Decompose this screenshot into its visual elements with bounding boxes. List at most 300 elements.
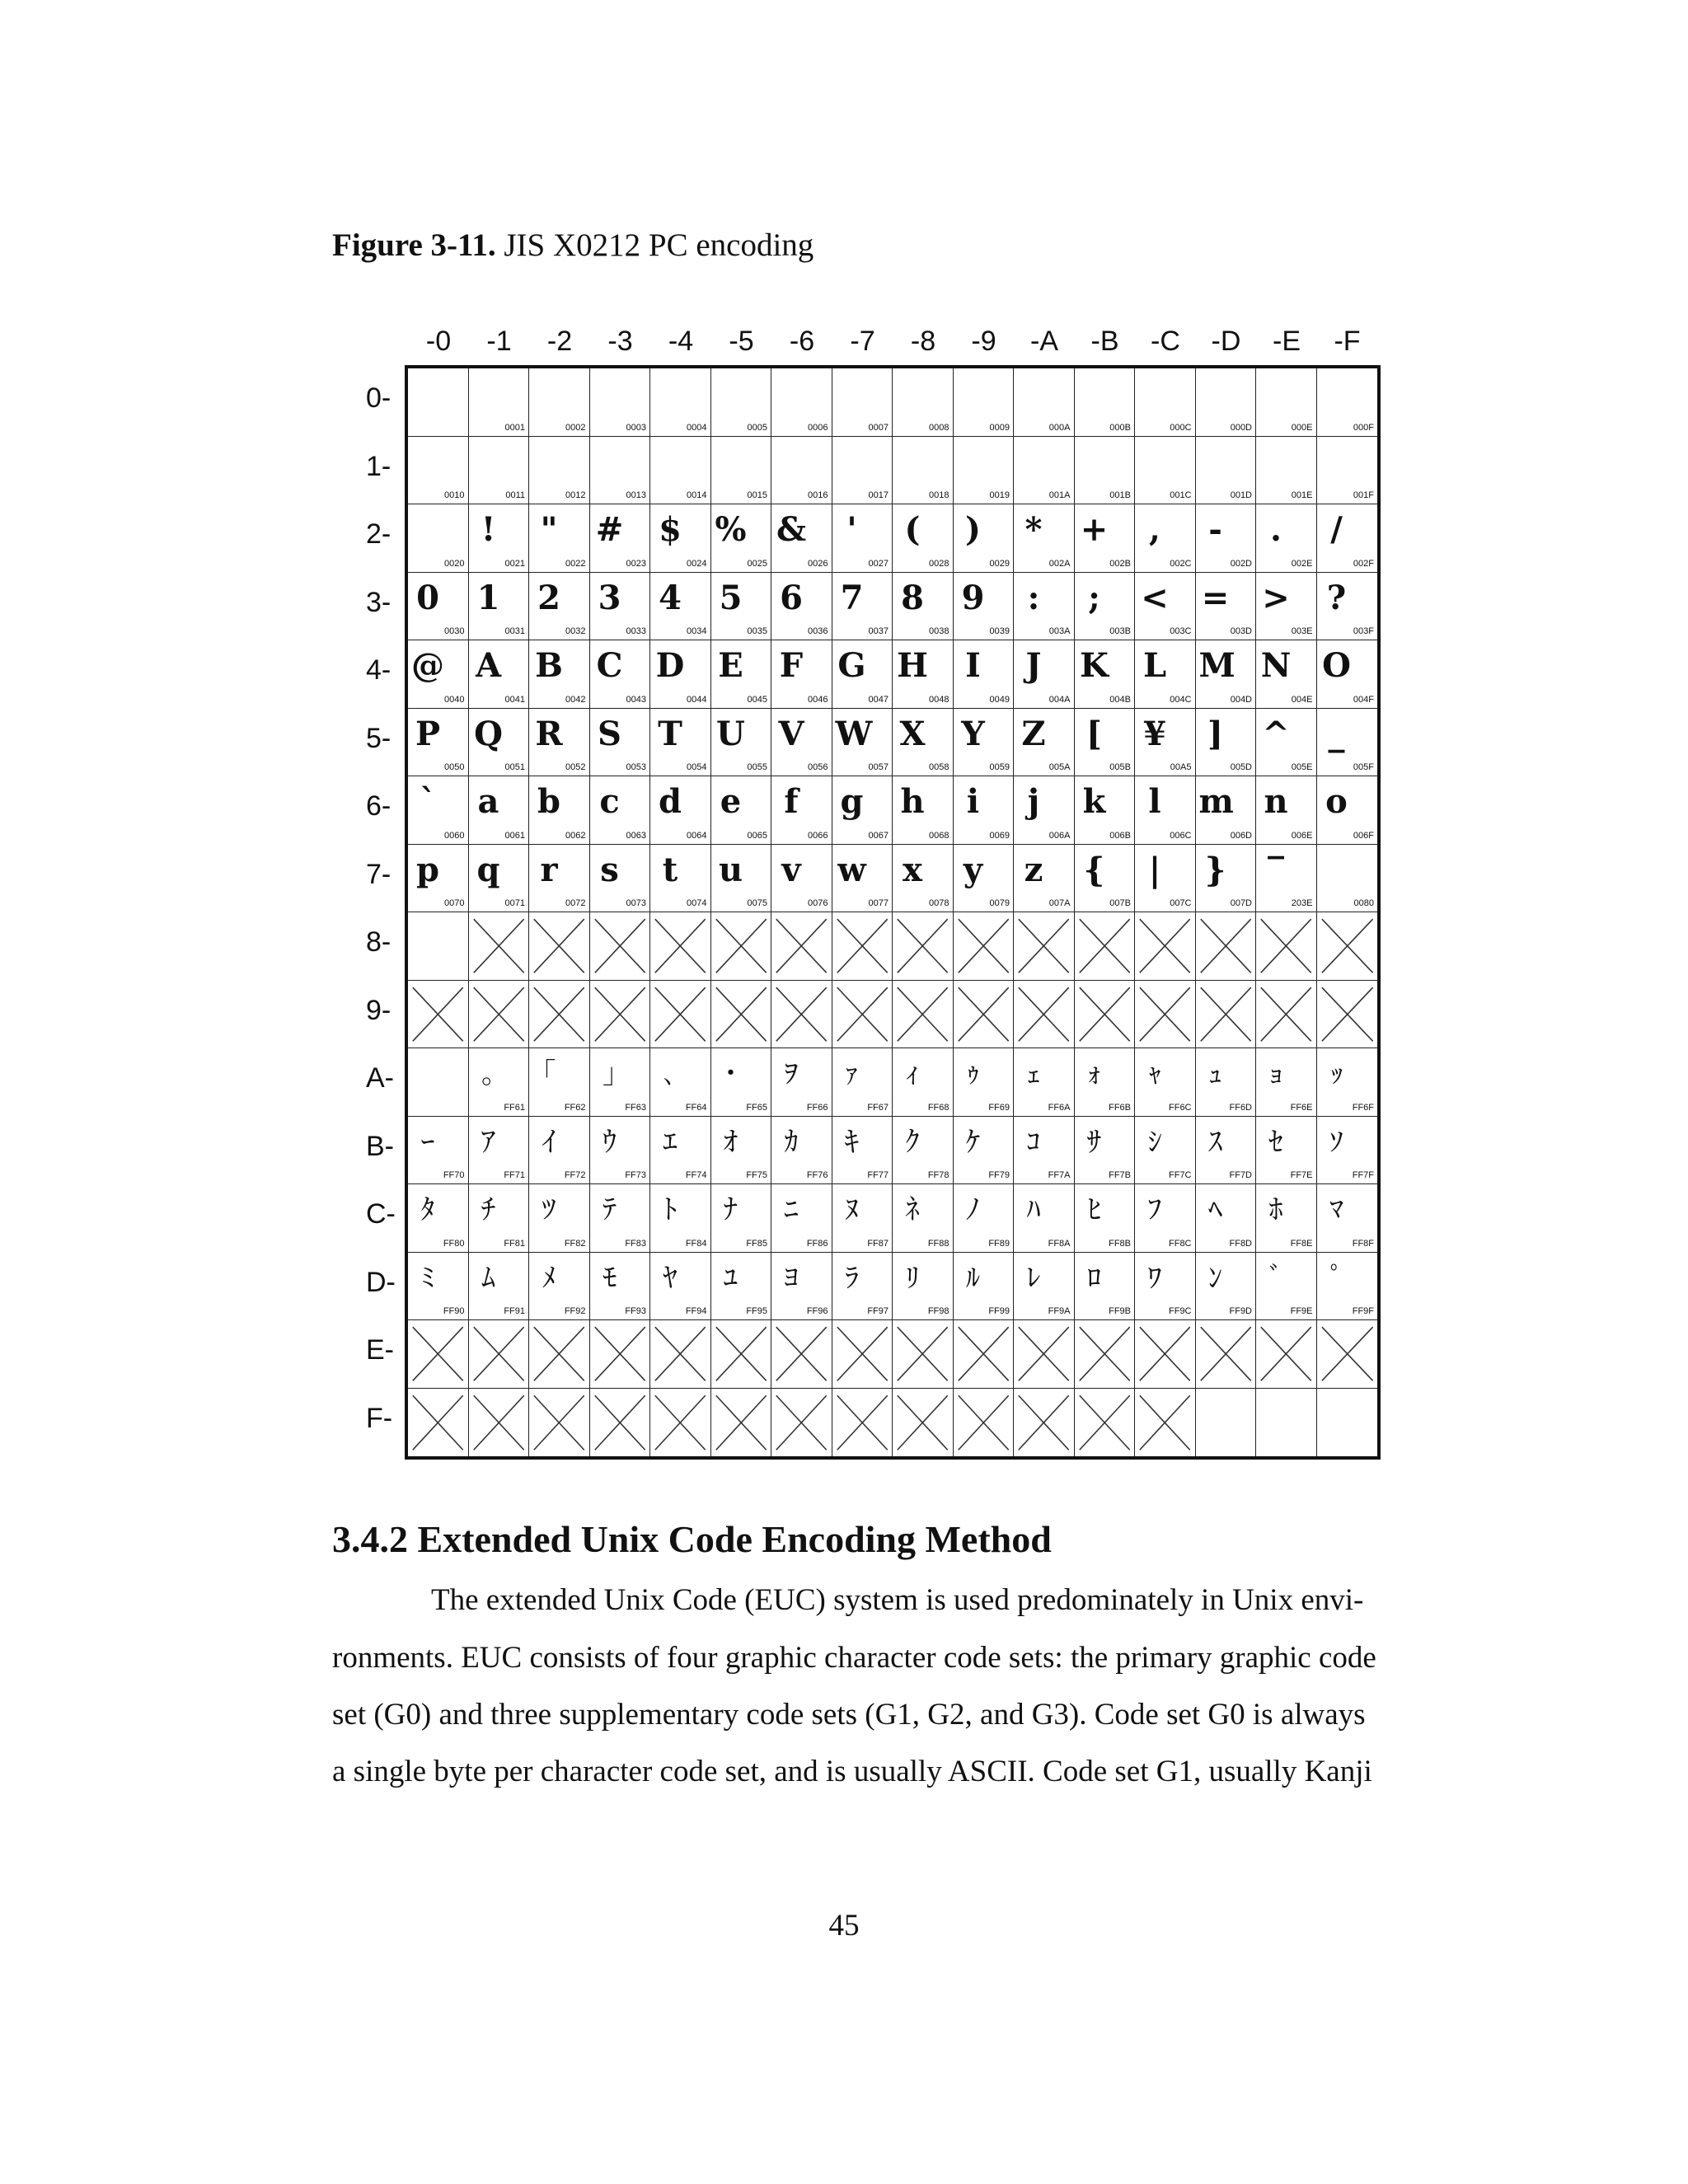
code-point-label: 0059	[989, 762, 1010, 772]
code-cell	[1256, 1184, 1317, 1253]
row-header: 6-	[366, 790, 392, 822]
character-glyph: c	[599, 782, 620, 821]
cross-mark-icon	[1196, 912, 1256, 980]
character-glyph: ﾓ	[603, 1261, 617, 1295]
cross-mark-icon	[1196, 1320, 1256, 1388]
code-cell	[408, 709, 469, 777]
code-cell	[1256, 573, 1317, 641]
code-cell	[408, 640, 469, 709]
code-cell	[590, 1184, 651, 1253]
unassigned-cell	[590, 1389, 651, 1457]
code-point-label: FF95	[746, 1306, 767, 1316]
code-cell	[954, 776, 1015, 845]
unassigned-cell	[1075, 912, 1136, 981]
character-glyph: ｲ	[542, 1125, 556, 1159]
code-point-label: FF88	[927, 1238, 950, 1249]
unassigned-cell	[1196, 1320, 1257, 1389]
unassigned-cell	[954, 912, 1015, 981]
code-point-label: FF62	[564, 1102, 586, 1113]
character-glyph: ﾝ	[1208, 1261, 1222, 1295]
column-header: -A	[1030, 326, 1058, 357]
character-glyph: S	[598, 714, 621, 753]
code-point-label: FF68	[927, 1102, 950, 1113]
figure-label: Figure 3-11.	[332, 227, 496, 263]
code-point-label: 001E	[1291, 490, 1313, 500]
code-point-label: 007A	[1048, 898, 1071, 908]
code-point-label: 0042	[565, 694, 586, 705]
cross-mark-icon	[650, 912, 710, 980]
unassigned-cell	[590, 1320, 651, 1389]
character-glyph: ﾆ	[784, 1193, 799, 1226]
code-cell	[469, 845, 530, 913]
code-point-label: 003D	[1230, 626, 1252, 636]
code-cell	[1196, 709, 1257, 777]
character-glyph: ﾀ	[420, 1193, 435, 1226]
character-glyph: x	[903, 850, 922, 889]
code-cell	[832, 776, 893, 845]
code-point-label: 0066	[808, 830, 828, 841]
code-cell	[893, 1253, 954, 1321]
character-glyph: ﾒ	[542, 1261, 556, 1295]
code-point-label: 0075	[747, 898, 767, 908]
character-glyph: D	[655, 646, 685, 685]
character-glyph: m	[1198, 782, 1234, 821]
unassigned-cell	[711, 1320, 772, 1389]
code-cell	[832, 1117, 893, 1185]
cross-mark-icon	[954, 1320, 1014, 1388]
code-point-label: FF92	[564, 1306, 586, 1316]
code-point-label: 006A	[1048, 830, 1071, 841]
character-glyph: #	[595, 510, 624, 549]
character-glyph: %	[715, 510, 747, 549]
unassigned-cell	[469, 981, 530, 1049]
character-glyph: ;	[1088, 578, 1100, 617]
cross-mark-icon	[408, 981, 468, 1048]
cross-mark-icon	[893, 1389, 953, 1457]
cross-mark-icon	[1135, 912, 1195, 980]
code-cell	[832, 573, 893, 641]
cross-mark-icon	[529, 1320, 589, 1388]
character-glyph: ﾐ	[420, 1261, 435, 1295]
code-cell	[529, 1117, 590, 1185]
code-cell	[469, 437, 530, 505]
row-header: 2-	[366, 518, 392, 550]
unassigned-cell	[1256, 1320, 1317, 1389]
character-glyph: ｻ	[1087, 1125, 1101, 1159]
code-point-label: FF84	[685, 1238, 707, 1249]
unassigned-cell	[1014, 1320, 1075, 1389]
cross-mark-icon	[832, 1320, 893, 1388]
code-point-label: 0006	[808, 422, 828, 433]
code-point-label: FF81	[504, 1238, 525, 1249]
code-point-label: 001F	[1353, 490, 1374, 500]
cross-mark-icon	[590, 1389, 650, 1457]
character-glyph: ﾖ	[784, 1261, 799, 1295]
encoding-table-figure	[354, 272, 1397, 1483]
code-point-label: 0014	[687, 490, 707, 500]
unassigned-cell	[832, 912, 893, 981]
row-header: 1-	[366, 450, 392, 482]
code-point-label: FF73	[625, 1170, 646, 1180]
code-point-label: 0019	[989, 490, 1010, 500]
character-glyph: ｩ	[966, 1057, 980, 1090]
code-cell	[529, 640, 590, 709]
code-point-label: FF9C	[1169, 1306, 1192, 1316]
code-point-label: 0016	[808, 490, 828, 500]
code-point-label: 0023	[626, 558, 646, 569]
code-cell	[529, 504, 590, 573]
character-glyph: K	[1080, 646, 1109, 685]
character-glyph: <	[1141, 578, 1169, 617]
code-point-label: 001D	[1230, 490, 1252, 500]
code-cell	[1075, 573, 1136, 641]
character-glyph: f	[784, 782, 799, 821]
code-cell	[711, 845, 772, 913]
code-point-label: 004F	[1353, 694, 1374, 705]
code-cell	[590, 573, 651, 641]
character-glyph: ^	[1262, 714, 1290, 753]
code-point-label: 0002	[565, 422, 586, 433]
character-glyph: 7	[840, 578, 864, 617]
character-glyph: ･	[724, 1057, 738, 1090]
character-glyph: u	[718, 850, 743, 889]
code-point-label: 0074	[687, 898, 707, 908]
code-point-label: FF64	[685, 1102, 707, 1113]
code-point-label: 0051	[504, 762, 525, 772]
code-point-label: 0043	[626, 694, 646, 705]
code-point-label: 002A	[1048, 558, 1071, 569]
code-cell	[1135, 1184, 1196, 1253]
code-cell	[408, 437, 469, 505]
code-point-label: FF9B	[1109, 1306, 1131, 1316]
character-glyph: ｴ	[663, 1125, 678, 1159]
character-glyph: ﾌ	[1147, 1193, 1162, 1226]
unassigned-cell	[893, 912, 954, 981]
code-point-label: 006F	[1353, 830, 1374, 841]
row-header: F-	[366, 1402, 393, 1434]
code-cell	[469, 1253, 530, 1321]
code-point-label: 0050	[444, 762, 465, 772]
character-glyph: ｿ	[1329, 1125, 1343, 1159]
code-point-label: 0012	[565, 490, 586, 500]
character-glyph: )	[965, 510, 981, 549]
cross-mark-icon	[1014, 912, 1074, 980]
unassigned-cell	[1196, 912, 1257, 981]
code-cell	[893, 845, 954, 913]
character-glyph: ｳ	[603, 1125, 617, 1159]
code-point-label: 0080	[1353, 898, 1374, 908]
code-cell	[711, 368, 772, 437]
code-point-label: 0034	[687, 626, 707, 636]
row-header: 9-	[366, 994, 392, 1026]
code-point-label: 003F	[1353, 626, 1374, 636]
character-glyph: I	[965, 646, 981, 685]
unassigned-cell	[1075, 1320, 1136, 1389]
code-point-label: 0078	[929, 898, 950, 908]
code-point-label: 000C	[1170, 422, 1192, 433]
character-glyph: ﾔ	[663, 1261, 678, 1295]
code-cell	[1135, 1253, 1196, 1321]
row-header: 0-	[366, 382, 392, 414]
character-glyph: ]	[1207, 714, 1223, 753]
code-point-label: 0063	[626, 830, 646, 841]
code-point-label: 0060	[444, 830, 465, 841]
code-point-label: FF6C	[1169, 1102, 1192, 1113]
character-glyph: ｧ	[845, 1057, 859, 1090]
cross-mark-icon	[1317, 1320, 1378, 1388]
code-cell	[1014, 776, 1075, 845]
cross-mark-icon	[650, 981, 710, 1048]
code-cell	[469, 709, 530, 777]
unassigned-cell	[1256, 912, 1317, 981]
code-point-label: 004D	[1230, 694, 1252, 705]
unassigned-cell	[711, 981, 772, 1049]
cross-mark-icon	[1014, 1389, 1074, 1457]
code-cell	[1256, 640, 1317, 709]
cross-mark-icon	[529, 912, 589, 980]
unassigned-cell	[711, 912, 772, 981]
code-cell	[954, 709, 1015, 777]
character-glyph: .	[1270, 510, 1282, 549]
code-cell	[893, 1184, 954, 1253]
cross-mark-icon	[1075, 1320, 1135, 1388]
code-point-label: 0018	[929, 490, 950, 500]
cross-mark-icon	[832, 1389, 893, 1457]
column-header: -4	[668, 326, 694, 357]
code-cell	[1317, 1048, 1378, 1117]
code-cell	[650, 1184, 711, 1253]
code-point-label: 0028	[929, 558, 950, 569]
code-cell	[832, 709, 893, 777]
code-point-label: 006D	[1230, 830, 1252, 841]
code-cell	[1256, 776, 1317, 845]
code-cell	[832, 845, 893, 913]
code-cell	[1075, 1117, 1136, 1185]
unassigned-cell	[771, 981, 832, 1049]
character-glyph: ﾗ	[845, 1261, 859, 1295]
unassigned-cell	[1014, 981, 1075, 1049]
code-point-label: 001B	[1109, 490, 1131, 500]
code-point-label: 0033	[626, 626, 646, 636]
code-point-label: 0052	[565, 762, 586, 772]
code-point-label: 0070	[444, 898, 465, 908]
cross-mark-icon	[1256, 1320, 1316, 1388]
code-point-label: FF67	[867, 1102, 889, 1113]
code-cell	[1317, 776, 1378, 845]
column-header: -1	[486, 326, 512, 357]
code-point-label: 0055	[747, 762, 767, 772]
code-point-label: 0004	[687, 422, 707, 433]
code-cell	[650, 1253, 711, 1321]
code-point-label: FF97	[867, 1306, 889, 1316]
unassigned-cell	[771, 1320, 832, 1389]
character-glyph: R	[535, 714, 563, 753]
character-glyph: 3	[598, 578, 621, 617]
code-cell	[1135, 573, 1196, 641]
code-cell	[1256, 845, 1317, 913]
column-header: -7	[850, 326, 875, 357]
code-point-label: 0031	[504, 626, 525, 636]
character-glyph: G	[837, 646, 866, 685]
code-point-label: FF78	[927, 1170, 950, 1180]
code-point-label: 0039	[989, 626, 1010, 636]
cross-mark-icon	[590, 1320, 650, 1388]
row-header: 3-	[366, 586, 392, 618]
character-glyph: ｢	[542, 1057, 556, 1090]
code-cell	[1196, 1184, 1257, 1253]
character-glyph: ﾘ	[905, 1261, 920, 1295]
code-point-label: FF6E	[1290, 1102, 1313, 1113]
code-point-label: 005D	[1230, 762, 1252, 772]
character-glyph: ｾ	[1268, 1125, 1283, 1159]
character-glyph: 6	[780, 578, 803, 617]
character-glyph: E	[718, 646, 743, 685]
unassigned-cell	[893, 981, 954, 1049]
cross-mark-icon	[590, 912, 650, 980]
unassigned-cell	[529, 981, 590, 1049]
code-cell	[529, 573, 590, 641]
code-point-label: FF7D	[1229, 1170, 1252, 1180]
code-cell	[469, 776, 530, 845]
character-glyph: ｣	[603, 1057, 617, 1090]
cross-mark-icon	[469, 912, 529, 980]
code-cell	[1135, 504, 1196, 573]
page-number: 45	[828, 1909, 860, 1943]
character-glyph: L	[1142, 646, 1167, 685]
character-glyph: ｱ	[481, 1125, 495, 1159]
code-cell	[1317, 504, 1378, 573]
code-cell	[1075, 709, 1136, 777]
code-point-label: 0021	[504, 558, 525, 569]
unassigned-cell	[469, 912, 530, 981]
unassigned-cell	[1135, 981, 1196, 1049]
code-cell	[408, 912, 469, 981]
code-point-label: 003E	[1291, 626, 1313, 636]
cross-mark-icon	[469, 1389, 529, 1457]
code-point-label: 0024	[687, 558, 707, 569]
code-cell	[408, 1253, 469, 1321]
code-cell	[893, 573, 954, 641]
section-heading: 3.4.2 Extended Unix Code Encoding Method	[332, 1518, 1052, 1560]
code-cell	[1196, 437, 1257, 505]
code-point-label: 0056	[808, 762, 828, 772]
code-point-label: FF8D	[1229, 1238, 1252, 1249]
character-glyph: ｷ	[845, 1125, 859, 1159]
code-point-label: FF77	[867, 1170, 889, 1180]
code-cell	[893, 776, 954, 845]
code-point-label: 002D	[1230, 558, 1252, 569]
code-point-label: 002B	[1109, 558, 1131, 569]
code-point-label: 005A	[1048, 762, 1071, 772]
character-glyph: ｺ	[1026, 1125, 1041, 1159]
cross-mark-icon	[1256, 981, 1316, 1048]
cross-mark-icon	[590, 981, 650, 1048]
code-point-label: 0062	[565, 830, 586, 841]
code-point-label: 0029	[989, 558, 1010, 569]
character-glyph: ﾜ	[1147, 1261, 1162, 1295]
code-cell	[469, 1048, 530, 1117]
cross-mark-icon	[1196, 981, 1256, 1048]
character-glyph: ‾	[1268, 850, 1284, 889]
code-cell	[771, 709, 832, 777]
character-glyph: &	[776, 510, 807, 549]
code-point-label: 0064	[687, 830, 707, 841]
character-glyph: ｨ	[905, 1057, 920, 1090]
code-cell	[1075, 368, 1136, 437]
code-cell	[1256, 1117, 1317, 1185]
code-cell	[650, 1117, 711, 1185]
cross-mark-icon	[893, 1320, 953, 1388]
character-glyph: g	[840, 782, 864, 821]
code-cell	[1075, 1184, 1136, 1253]
cross-mark-icon	[529, 981, 589, 1048]
code-point-label: 0073	[626, 898, 646, 908]
code-cell	[1256, 1389, 1317, 1457]
character-glyph: ｰ	[420, 1125, 435, 1159]
code-cell	[1014, 1117, 1075, 1185]
column-header: -5	[729, 326, 754, 357]
unassigned-cell	[832, 981, 893, 1049]
character-glyph: $	[659, 510, 682, 549]
code-cell	[650, 640, 711, 709]
cross-mark-icon	[1317, 981, 1378, 1048]
code-point-label: 0067	[868, 830, 889, 841]
character-glyph: N	[1260, 646, 1292, 685]
code-cell	[650, 845, 711, 913]
unassigned-cell	[408, 1389, 469, 1457]
code-point-label: 0069	[989, 830, 1010, 841]
code-cell	[711, 1253, 772, 1321]
code-cell	[590, 1253, 651, 1321]
code-point-label: 006B	[1109, 830, 1131, 841]
character-glyph: s	[600, 850, 619, 889]
character-glyph: ﾞ	[1268, 1261, 1283, 1295]
code-point-label: FF87	[867, 1238, 889, 1249]
character-glyph: ﾅ	[724, 1193, 738, 1226]
code-cell	[650, 1048, 711, 1117]
unassigned-cell	[650, 981, 711, 1049]
column-header: -F	[1334, 326, 1361, 357]
row-header: C-	[366, 1198, 396, 1230]
code-cell	[771, 776, 832, 845]
code-cell	[1196, 1253, 1257, 1321]
unassigned-cell	[1135, 1389, 1196, 1457]
code-point-label: 001A	[1048, 490, 1071, 500]
character-glyph: ｡	[481, 1057, 495, 1090]
paragraph-line: set (G0) and three supplementary code sets (G1, G2, and G3). Code set G0 is always	[332, 1698, 1366, 1732]
character-glyph: r	[540, 850, 558, 889]
code-point-label: 0038	[929, 626, 950, 636]
character-glyph: "	[540, 510, 558, 549]
code-point-label: FF74	[685, 1170, 707, 1180]
code-point-label: 007B	[1109, 898, 1131, 908]
code-cell	[711, 709, 772, 777]
code-point-label: FF98	[927, 1306, 950, 1316]
code-cell	[771, 1253, 832, 1321]
cross-mark-icon	[954, 981, 1014, 1048]
character-glyph: T	[658, 714, 682, 753]
code-point-label: 0068	[929, 830, 950, 841]
code-point-label: 0007	[868, 422, 889, 433]
character-glyph: ﾑ	[481, 1261, 495, 1295]
character-glyph: ｵ	[724, 1125, 738, 1159]
row-header: A-	[366, 1062, 394, 1094]
column-header: -E	[1273, 326, 1301, 357]
code-point-label: 0026	[808, 558, 828, 569]
code-cell	[1256, 1253, 1317, 1321]
code-cell	[408, 1048, 469, 1117]
code-point-label: FF7F	[1352, 1170, 1374, 1180]
